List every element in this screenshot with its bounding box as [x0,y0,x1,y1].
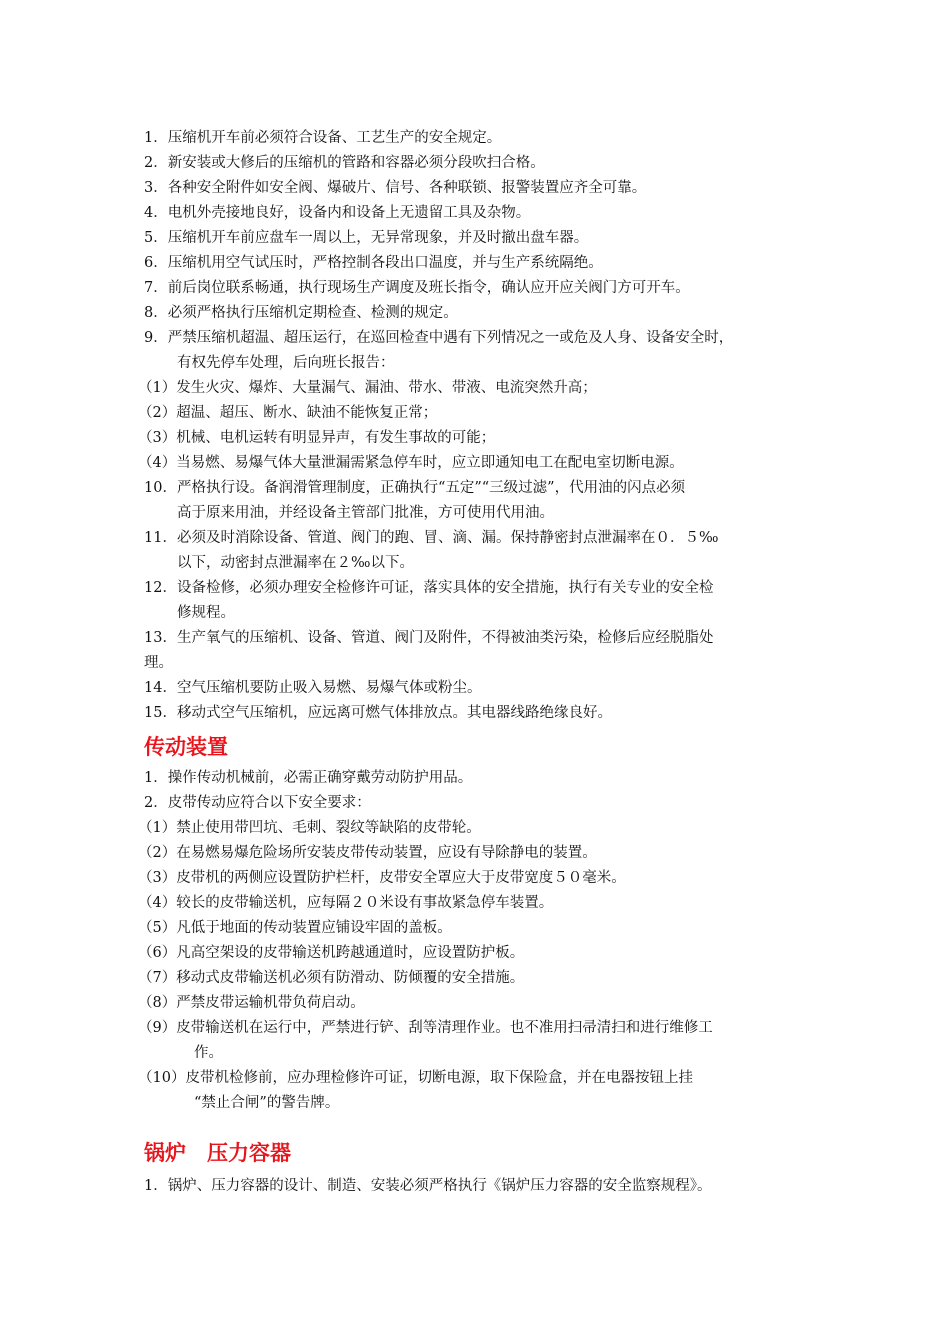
transmission-rule-2-sub-1: （1）禁止使用带凹坑、毛刺、裂纹等缺陷的皮带轮。 [138,820,481,836]
compressor-rule-15: 15．移动式空气压缩机，应远离可燃气体排放点。其电器线路绝缘良好。 [144,705,612,721]
transmission-rule-2-sub-10-cont: “禁止合闸”的警告牌。 [194,1095,340,1111]
transmission-rule-2-sub-4: （4）较长的皮带输送机，应每隔２０米设有事故紧急停车装置。 [138,895,554,911]
transmission-rule-1: 1．操作传动机械前，必需正确穿戴劳动防护用品。 [144,770,473,786]
compressor-rule-9: 9．严禁压缩机超温、超压运行，在巡回检查中遇有下列情况之一或危及人身、设备安全时， [144,330,734,346]
transmission-rule-2-sub-9: （9）皮带输送机在运行中，严禁进行铲、刮等清理作业。也不准用扫帚清扫和进行维修工 [138,1020,713,1036]
compressor-rule-9-sub-1: （1）发生火灾、爆炸、大量漏气、漏油、带水、带液、电流突然升高； [138,380,597,396]
transmission-rule-2-sub-2: （2）在易燃易爆危险场所安装皮带传动装置，应设有导除静电的装置。 [138,845,597,861]
compressor-rule-3: 3．各种安全附件如安全阀、爆破片、信号、各种联锁、报警装置应齐全可靠。 [144,180,647,196]
compressor-rule-10: 10．严格执行设。备润滑管理制度，正确执行“五定”“三级过滤”，代用油的闪点必须 [144,480,686,496]
transmission-rule-2-sub-7: （7）移动式皮带输送机必须有防滑动、防倾覆的安全措施。 [138,970,525,986]
compressor-rule-10-cont: 高于原来用油，并经设备主管部门批准，方可使用代用油。 [177,505,554,521]
transmission-rule-2-sub-9-cont: 作。 [194,1045,223,1061]
compressor-rule-9-sub-2: （2）超温、超压、断水、缺油不能恢复正常； [138,405,438,421]
compressor-rule-6: 6．压缩机用空气试压时，严格控制各段出口温度，并与生产系统隔绝。 [144,255,603,271]
transmission-rule-2-sub-10: （10）皮带机检修前，应办理检修许可证，切断电源，取下保险盒，并在电器按钮上挂 [138,1070,693,1086]
compressor-rule-11-cont: 以下，动密封点泄漏率在２‰以下。 [177,555,414,571]
compressor-rule-8: 8．必须严格执行压缩机定期检查、检测的规定。 [144,305,458,321]
transmission-rule-2-sub-3: （3）皮带机的两侧应设置防护栏杆，皮带安全罩应大于皮带宽度５０毫米。 [138,870,626,886]
transmission-rule-2: 2．皮带传动应符合以下安全要求： [144,795,371,811]
compressor-rule-9-sub-3: （3）机械、电机运转有明显异声，有发生事故的可能； [138,430,496,446]
compressor-rule-1: 1．压缩机开车前必须符合设备、工艺生产的安全规定。 [144,130,502,146]
compressor-rule-14: 14．空气压缩机要防止吸入易燃、易爆气体或粉尘。 [144,680,482,696]
spacer [144,1116,824,1138]
compressor-rule-12-cont: 修规程。 [177,605,235,621]
transmission-rule-2-sub-6: （6）凡高空架设的皮带输送机跨越通道时，应设置防护板。 [138,945,525,961]
compressor-rule-4: 4．电机外壳接地良好，设备内和设备上无遗留工具及杂物。 [144,205,531,221]
boiler-rule-1: 1．锅炉、压力容器的设计、制造、安装必须严格执行《锅炉压力容器的安全监察规程》。 [144,1178,712,1194]
document-body [138,126,824,1199]
section-heading-boiler: 锅炉 压力容器 [144,1141,291,1165]
compressor-rule-9-cont: 有权先停车处理，后向班长报告： [177,355,395,371]
compressor-rule-13-cont: 理。 [144,655,173,671]
compressor-rule-12: 12．设备检修，必须办理安全检修许可证，落实具体的安全措施，执行有关专业的安全检 [144,580,714,596]
compressor-rule-9-sub-4: （4）当易燃、易爆气体大量泄漏需紧急停车时，应立即通知电工在配电室切断电源。 [138,455,684,471]
compressor-rule-2: 2．新安装或大修后的压缩机的管路和容器必须分段吹扫合格。 [144,155,545,171]
compressor-rule-5: 5．压缩机开车前应盘车一周以上，无异常现象，并及时撤出盘车器。 [144,230,589,246]
transmission-rule-2-sub-5: （5）凡低于地面的传动装置应铺设牢固的盖板。 [138,920,452,936]
section-heading-transmission: 传动装置 [144,735,228,759]
compressor-rule-11: 11．必须及时消除设备、管道、阀门的跑、冒、滴、漏。保持静密封点泄漏率在０．５‰ [144,530,719,546]
compressor-rule-7: 7．前后岗位联系畅通，执行现场生产调度及班长指令，确认应开应关阀门方可开车。 [144,280,690,296]
compressor-rule-13: 13．生产氧气的压缩机、设备、管道、阀门及附件，不得被油类污染，检修后应经脱脂处 [144,630,714,646]
transmission-rule-2-sub-8: （8）严禁皮带运输机带负荷启动。 [138,995,365,1011]
